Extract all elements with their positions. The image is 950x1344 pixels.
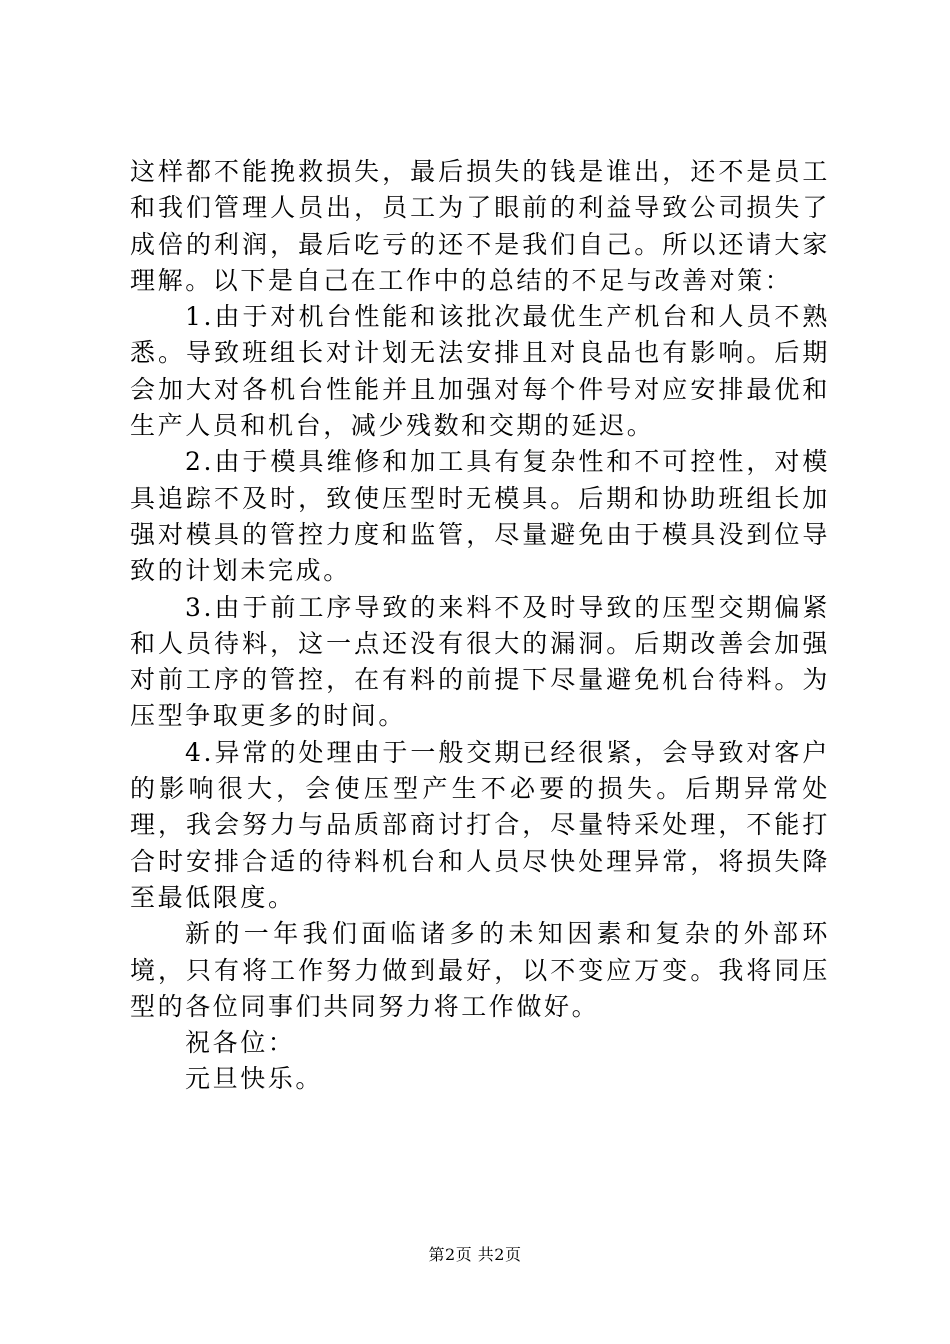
greeting: 元旦快乐。 [185,1064,324,1094]
paragraph-item-4: 4.异常的处理由于一般交期已经很紧，会导致对客户的影响很大，会使压型产生不必要的损失。后期异常处理，我会努力与品质部商讨打合，尽量特采处理，不能打合时安排合适的待料机台和人员尽快处理异常，将损失降至最低限度。 [130,737,830,912]
paragraph-item-1: 1.由于对机台性能和该批次最优生产机台和人员不熟悉。导致班组长对计划无法安排且对良品也有影响。后期会加大对各机台性能并且加强对每个件号对应安排最优和生产人员和机台，减少残数和交期的延迟。 [130,302,830,441]
paragraph-item-3: 3.由于前工序导致的来料不及时导致的压型交期偏紧和人员待料，这一点还没有很大的漏洞。后期改善会加强对前工序的管控，在有料的前提下尽量避免机台待料。为压型争取更多的时间。 [130,592,830,731]
document-body [130,154,830,1098]
paragraph-intro: 这样都不能挽救损失，最后损失的钱是谁出，还不是员工和我们管理人员出，员工为了眼前的利益导致公司损失了成倍的利润，最后吃亏的还不是我们自己。所以还请大家理解。以下是自己在工作中的总结的不足与改善对策： [130,157,830,295]
salutation: 祝各位： [185,1028,296,1058]
paragraph-closing: 新的一年我们面临诸多的未知因素和复杂的外部环境，只有将工作努力做到最好，以不变应万变。我将同压型的各位同事们共同努力将工作做好。 [130,919,830,1021]
page-number-footer: 第2页 共2页 [428,1245,522,1264]
paragraph-item-2: 2.由于模具维修和加工具有复杂性和不可控性，对模具追踪不及时，致使压型时无模具。后期和协助班组长加强对模具的管控力度和监管，尽量避免由于模具没到位导致的计划未完成。 [130,447,830,586]
